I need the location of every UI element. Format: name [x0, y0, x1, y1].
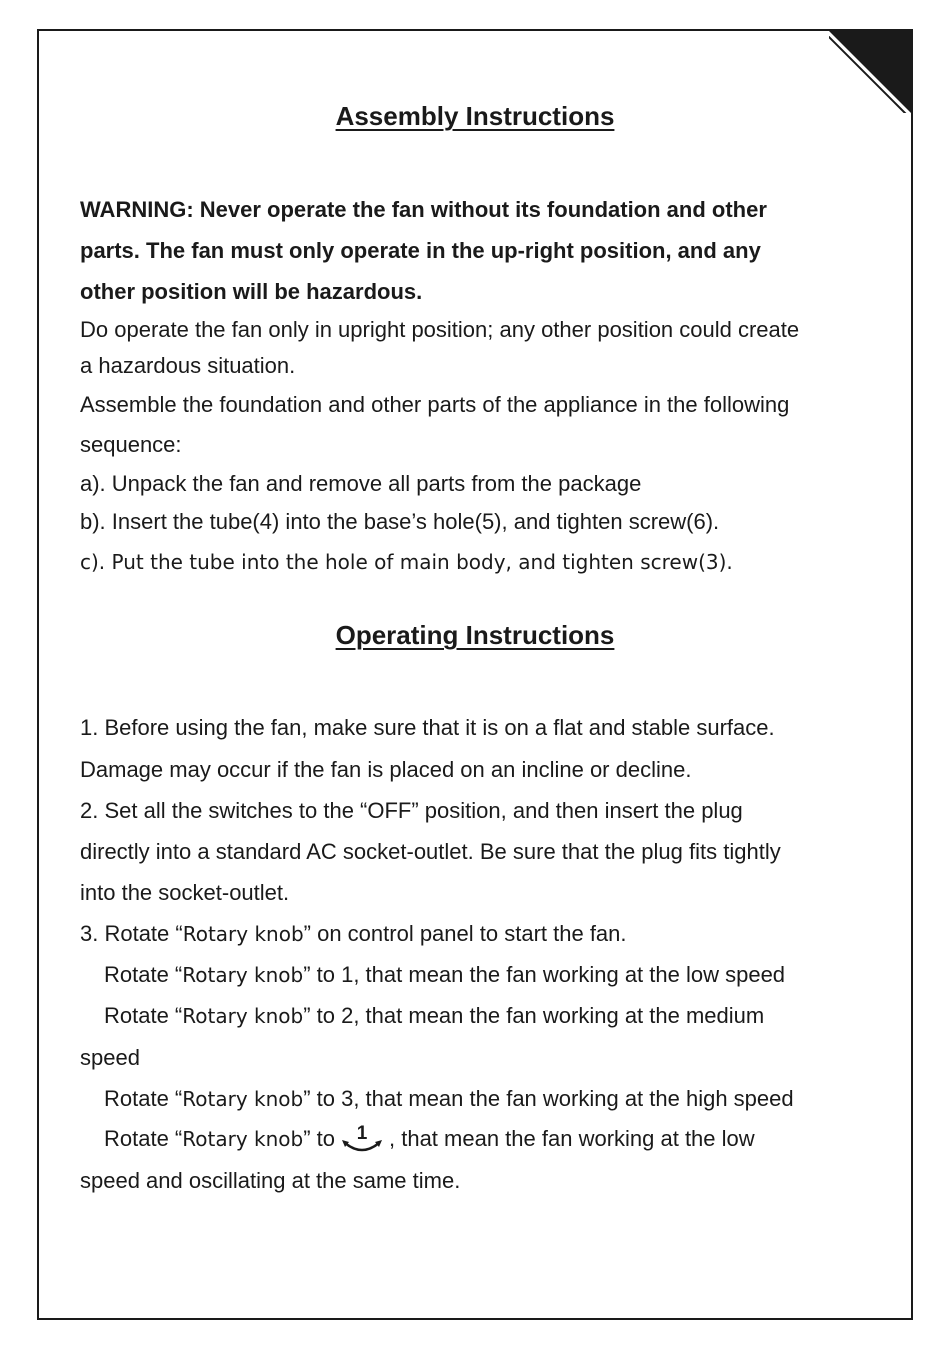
warning-line-3: other position will be hazardous. — [80, 279, 423, 304]
operating-line-4: directly into a standard AC socket-outlet. Be sure that the plug fits tightly — [80, 839, 781, 864]
oscillate-icon-label: 1 — [356, 1123, 368, 1144]
assembly-body-line-1: Do operate the fan only in upright position; any other position could create — [80, 317, 800, 342]
assembly-body-line-2: a hazardous situation. — [80, 353, 296, 378]
rotary-knob-text: Rotary knob — [182, 922, 304, 946]
oscillate-line — [104, 1123, 755, 1157]
step3-prefix: 3. Rotate “ — [80, 921, 183, 946]
speed-2-prefix: Rotate “ — [104, 1003, 183, 1028]
speed-3-line — [104, 1086, 794, 1112]
operating-line-1: 1. Before using the fan, make sure that it is on a flat and stable surface. — [80, 715, 775, 740]
speed-1-line — [104, 962, 785, 988]
rotary-knob-text: Rotary knob — [182, 1087, 304, 1111]
speed-1-prefix: Rotate “ — [104, 962, 183, 987]
oscillate-continuation: speed and oscillating at the same time. — [80, 1168, 461, 1193]
operating-step-3 — [80, 921, 627, 947]
assembly-title: Assembly Instructions — [335, 101, 615, 131]
speed-3-suffix: ” to 3, that mean the fan working at the high speed — [303, 1086, 794, 1111]
speed-2-continuation: speed — [80, 1045, 140, 1070]
speed-2-suffix: ” to 2, that mean the fan working at the medium — [303, 1003, 765, 1028]
warning-line-2: parts. The fan must only operate in the up-right position, and any — [80, 238, 761, 263]
rotary-knob-text: Rotary knob — [182, 963, 304, 987]
rotate-oscillate-icon — [339, 1123, 385, 1157]
operating-line-3: 2. Set all the switches to the “OFF” position, and then insert the plug — [80, 798, 743, 823]
rotary-knob-text: Rotary knob — [182, 1126, 304, 1151]
rotary-knob-text: Rotary knob — [182, 1004, 304, 1028]
warning-line-1: WARNING: Never operate the fan without its foundation and other — [80, 197, 767, 222]
assembly-body-line-3: Assemble the foundation and other parts of the appliance in the following — [80, 392, 790, 417]
operating-line-2: Damage may occur if the fan is placed on an incline or decline. — [80, 757, 692, 782]
oscillate-suffix: , that mean the fan working at the low — [389, 1125, 755, 1151]
oscillate-prefix: Rotate “ — [104, 1125, 183, 1151]
speed-3-prefix: Rotate “ — [104, 1086, 183, 1111]
operating-title: Operating Instructions — [335, 620, 615, 650]
assembly-step-c: c). Put the tube into the hole of main body, and tighten screw(3). — [80, 550, 733, 574]
assembly-body-line-4: sequence: — [80, 432, 182, 457]
operating-line-5: into the socket-outlet. — [80, 880, 290, 905]
speed-1-suffix: ” to 1, that mean the fan working at the low speed — [303, 962, 786, 987]
assembly-step-b: b). Insert the tube(4) into the base’s hole(5), and tighten screw(6). — [80, 509, 720, 534]
speed-2-line — [104, 1003, 764, 1029]
assembly-step-a: a). Unpack the fan and remove all parts from the package — [80, 471, 642, 496]
oscillate-mid: ” to — [303, 1125, 335, 1151]
step3-suffix: ” on control panel to start the fan. — [303, 921, 627, 946]
